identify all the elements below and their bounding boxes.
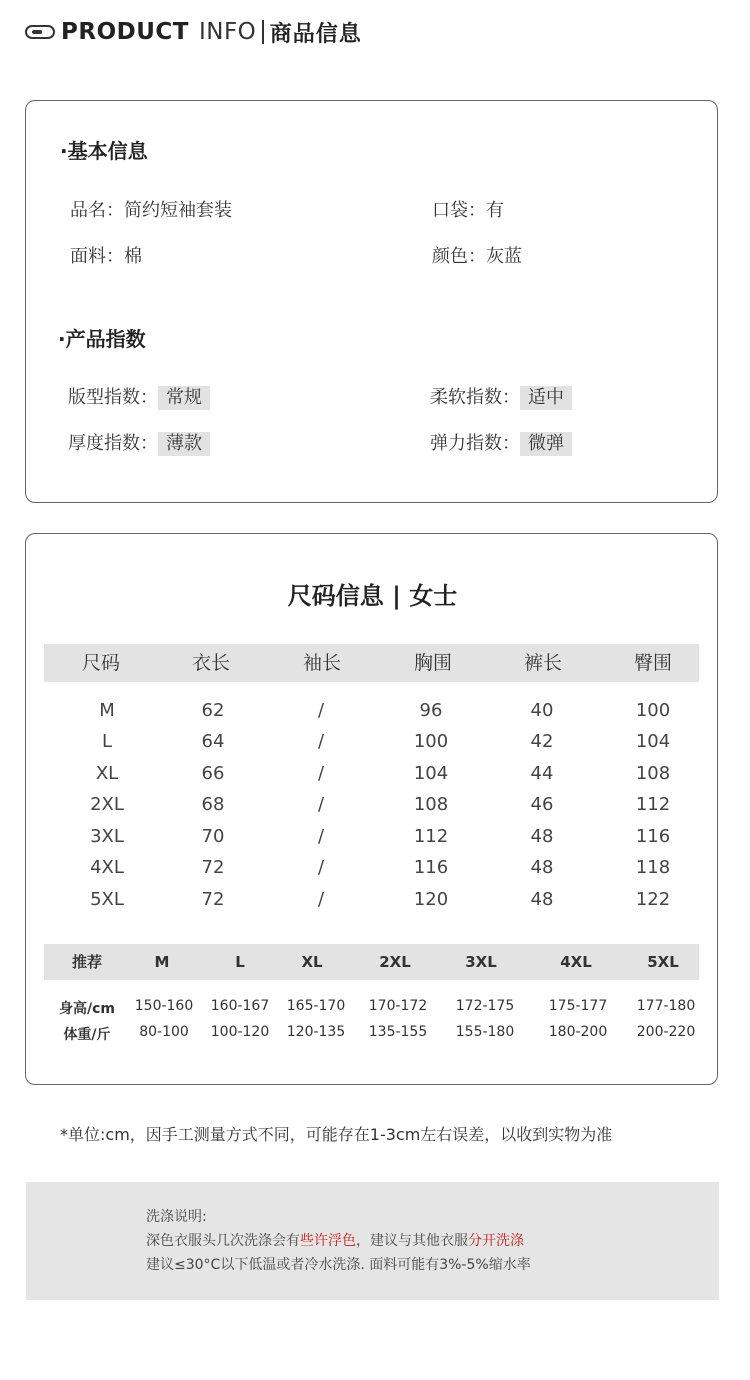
size-cell: 62 xyxy=(201,700,225,721)
recommend-cell: 80-100 xyxy=(139,1024,189,1040)
size-chart-title: 尺码信息 | 女士 xyxy=(287,582,458,610)
size-cell: / xyxy=(317,700,325,721)
size-cell: / xyxy=(317,889,325,910)
field-pocket: 口袋：有 xyxy=(432,200,504,221)
wash-highlight-2: 分开洗涤 xyxy=(468,1233,524,1249)
header-divider xyxy=(262,20,264,44)
size-cell: 4XL xyxy=(90,857,124,878)
recommend-cell: 135-155 xyxy=(368,1024,428,1040)
size-cell: 48 xyxy=(530,826,554,847)
recommend-cell: 120-135 xyxy=(286,1024,346,1040)
size-cell: 116 xyxy=(635,826,671,847)
size-cell: 112 xyxy=(413,826,449,847)
wash-highlight-1: 些许浮色 xyxy=(300,1233,356,1249)
size-header-cell: 衣长 xyxy=(191,652,231,674)
recommend-cell: 160-167 xyxy=(210,998,270,1014)
recommend-cell: 177-180 xyxy=(636,998,696,1014)
field-elasticity-index: 弹力指数： 微弹 xyxy=(430,429,572,456)
recommend-cell: 180-200 xyxy=(548,1024,608,1040)
size-cell: 122 xyxy=(635,889,671,910)
field-color: 颜色：灰蓝 xyxy=(432,246,522,267)
recommend-header-cell: 3XL xyxy=(465,953,497,971)
field-softness-index: 柔软指数： 适中 xyxy=(430,383,572,410)
size-cell: 104 xyxy=(635,731,671,752)
recommend-header-cell: L xyxy=(235,953,245,971)
recommend-header-cell: XL xyxy=(301,953,323,971)
product-info-card xyxy=(25,100,718,503)
size-cell: / xyxy=(317,857,325,878)
size-cell: 48 xyxy=(530,857,554,878)
table-row xyxy=(44,763,699,789)
recommend-header-cell: 推荐 xyxy=(71,953,103,971)
table-row xyxy=(44,700,699,726)
recommend-weight-row xyxy=(44,1024,699,1044)
recommend-cell: 172-175 xyxy=(455,998,515,1014)
product-index-title: ·产品指数 xyxy=(58,327,146,351)
size-cell: 100 xyxy=(413,731,449,752)
softness-index-tag: 适中 xyxy=(520,386,572,410)
size-header-cell: 胸围 xyxy=(413,652,453,674)
wash-line-2: 建议≤30°C以下低温或者冷水洗涤. 面料可能有3%-5%缩水率 xyxy=(146,1257,531,1273)
field-fit-index: 版型指数： 常规 xyxy=(68,383,210,410)
size-cell: 42 xyxy=(530,731,554,752)
size-cell: L xyxy=(101,731,113,752)
header-en-light: INFO xyxy=(198,19,257,45)
size-header-cell: 臀围 xyxy=(633,652,673,674)
recommend-header-cell: 5XL xyxy=(647,953,679,971)
size-cell: XL xyxy=(95,763,119,784)
recommend-height-row xyxy=(44,998,699,1018)
measurement-note: *单位:cm，因手工测量方式不同，可能存在1-3cm左右误差，以收到实物为准 xyxy=(60,1125,613,1144)
size-cell: 112 xyxy=(635,794,671,815)
size-cell: 120 xyxy=(413,889,449,910)
size-header-cell: 裤长 xyxy=(523,652,563,674)
size-cell: 66 xyxy=(201,763,225,784)
size-cell: / xyxy=(317,826,325,847)
size-cell: 44 xyxy=(530,763,554,784)
recommend-cell: 体重/斤 xyxy=(63,1027,111,1043)
table-row xyxy=(44,794,699,820)
size-cell: 5XL xyxy=(90,889,124,910)
wash-instructions xyxy=(26,1182,719,1300)
size-header-cell: 尺码 xyxy=(81,652,121,674)
wash-line-1: 深色衣服头几次洗涤会有些许浮色，建议与其他衣服分开洗涤 xyxy=(146,1233,524,1249)
basic-info-title: ·基本信息 xyxy=(60,139,148,163)
header-cn: 商品信息 xyxy=(269,21,362,47)
size-cell: 72 xyxy=(201,889,225,910)
wash-title: 洗涤说明: xyxy=(146,1209,207,1225)
recommend-cell: 155-180 xyxy=(455,1024,515,1040)
size-cell: / xyxy=(317,763,325,784)
fit-index-tag: 常规 xyxy=(158,386,210,410)
size-cell: 40 xyxy=(530,700,554,721)
recommend-cell: 200-220 xyxy=(636,1024,696,1040)
size-cell: 72 xyxy=(201,857,225,878)
size-cell: 108 xyxy=(635,763,671,784)
size-cell: 48 xyxy=(530,889,554,910)
recommend-header-cell: 2XL xyxy=(379,953,411,971)
size-cell: 116 xyxy=(413,857,449,878)
size-cell: 68 xyxy=(201,794,225,815)
size-cell: 100 xyxy=(635,700,671,721)
size-cell: 96 xyxy=(419,700,443,721)
recommend-cell: 150-160 xyxy=(134,998,194,1014)
size-cell: 70 xyxy=(201,826,225,847)
page-header xyxy=(25,14,362,50)
size-table-header xyxy=(44,644,699,682)
field-name: 品名：简约短袖套装 xyxy=(70,200,232,221)
table-row xyxy=(44,857,699,883)
size-cell: 3XL xyxy=(90,826,124,847)
recommend-header-cell: M xyxy=(154,953,170,971)
size-cell: 46 xyxy=(530,794,554,815)
recommend-cell: 175-177 xyxy=(548,998,608,1014)
size-cell: / xyxy=(317,731,325,752)
recommend-cell: 170-172 xyxy=(368,998,428,1014)
pill-logo-icon xyxy=(25,25,55,39)
table-row xyxy=(44,826,699,852)
size-cell: M xyxy=(99,700,115,721)
elasticity-index-tag: 微弹 xyxy=(520,432,572,456)
thickness-index-tag: 薄款 xyxy=(158,432,210,456)
size-cell: 118 xyxy=(635,857,671,878)
recommend-cell: 身高/cm xyxy=(59,1001,115,1017)
table-row xyxy=(44,731,699,757)
recommend-table-header xyxy=(44,944,699,980)
size-cell: 2XL xyxy=(90,794,124,815)
header-en-bold: PRODUCT xyxy=(61,19,189,45)
size-chart-card xyxy=(25,533,718,1085)
table-row xyxy=(44,889,699,915)
size-cell: 104 xyxy=(413,763,449,784)
field-thickness-index: 厚度指数： 薄款 xyxy=(68,429,210,456)
recommend-cell: 165-170 xyxy=(286,998,346,1014)
size-cell: 64 xyxy=(201,731,225,752)
size-cell: / xyxy=(317,794,325,815)
recommend-header-cell: 4XL xyxy=(560,953,592,971)
size-header-cell: 袖长 xyxy=(302,652,342,674)
field-fabric: 面料：棉 xyxy=(70,246,142,267)
size-cell: 108 xyxy=(413,794,449,815)
recommend-cell: 100-120 xyxy=(210,1024,270,1040)
